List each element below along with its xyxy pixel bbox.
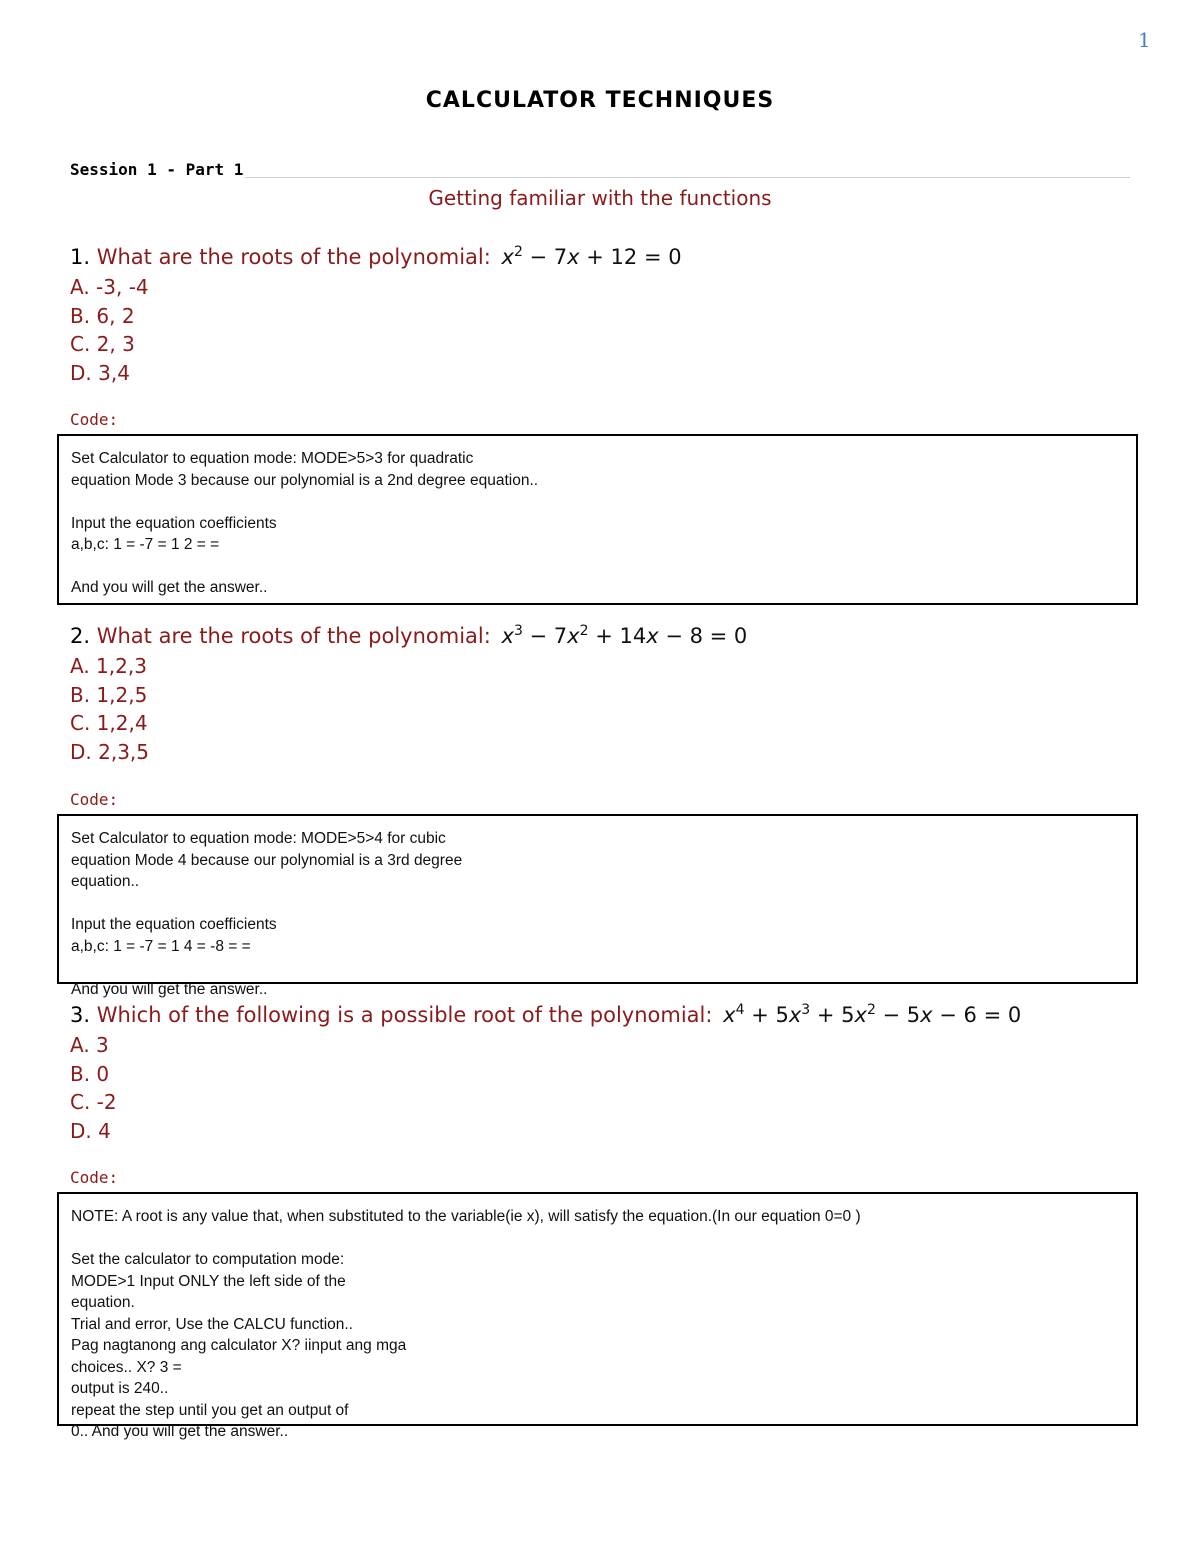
code-line: choices.. X? 3 = [71, 1358, 182, 1376]
code-line: Set Calculator to equation mode: MODE>5>4 for cubic [71, 830, 446, 847]
question-text: Which of the following is a possible root of the polynomial: [96, 1003, 713, 1027]
code-line: 0.. And you will get the answer.. [71, 1423, 289, 1440]
choices-2 [70, 652, 149, 766]
choice-a: A. 1,2,3 [70, 654, 147, 678]
choice-b: B. 0 [70, 1061, 110, 1086]
code-line: Set the calculator to computation mode: [71, 1251, 345, 1268]
question-text: What are the roots of the polynomial: [96, 624, 491, 648]
code-line: output is 240.. [71, 1380, 169, 1397]
choice-c: C. 1,2,4 [70, 711, 148, 735]
choice-b: B. 6, 2 [70, 303, 135, 328]
code-line [71, 893, 1124, 915]
code-line [71, 491, 1124, 513]
code-line [71, 1228, 1124, 1250]
code-box-1 [57, 434, 1138, 605]
question-number: 2. [70, 624, 91, 648]
code-line: a,b,c: 1 = -7 = 1 2 = = [71, 536, 220, 553]
code-line: Trial and error, Use the CALCU function.. [71, 1315, 353, 1333]
code-label: Code: [70, 790, 119, 809]
code-line: Input the equation coefficients [71, 916, 277, 933]
equation-image: $x^4 + 5x^3 + 5x^2 - 5x - 6 = 0$ [723, 1002, 1022, 1027]
code-line: Set Calculator to equation mode: MODE>5>3 for quadratic [71, 450, 474, 467]
choice-d: D. 4 [70, 1118, 111, 1143]
choices-1 [70, 273, 149, 387]
choice-d: D. 3,4 [70, 360, 130, 385]
question-number: 1. [70, 245, 91, 269]
choice-c: C. -2 [70, 1090, 117, 1114]
question-2 [70, 623, 747, 648]
code-box-3 [57, 1192, 1138, 1440]
code-line: equation.. [71, 873, 140, 890]
code-line [71, 556, 1124, 578]
code-line: equation. [71, 1294, 135, 1311]
document-title: CALCULATOR TECHNIQUES [425, 88, 775, 113]
code-label: Code: [70, 410, 119, 429]
choice-d: D. 2,3,5 [70, 739, 150, 764]
equation-image: $x^3 - 7x^2 + 14x - 8 = 0$ [501, 623, 748, 648]
code-line: repeat the step until you get an output of [71, 1401, 349, 1419]
section-subtitle: Getting familiar with the functions [428, 186, 772, 210]
code-line: equation Mode 4 because our polynomial is a 3rd degree [71, 851, 463, 869]
choice-a: A. 3 [70, 1033, 109, 1057]
choice-b: B. 1,2,5 [70, 682, 148, 707]
equation-image: $x^2 - 7x + 12 = 0$ [501, 244, 682, 269]
choices-3 [70, 1031, 117, 1145]
session-divider [245, 177, 1130, 178]
question-text: What are the roots of the polynomial: [96, 245, 491, 269]
code-line: Pag nagtanong ang calculator X? iinput ang mga [71, 1337, 407, 1354]
question-1 [70, 244, 682, 269]
code-line: equation Mode 3 because our polynomial is a 2nd degree equation.. [71, 471, 539, 489]
code-line [71, 957, 1124, 979]
code-line: MODE>1 Input ONLY the left side of the [71, 1272, 346, 1290]
code-line: Input the equation coefficients [71, 514, 277, 532]
code-box-2 [57, 814, 1138, 998]
code-label: Code: [70, 1168, 119, 1187]
choice-a: A. -3, -4 [70, 275, 149, 299]
question-number: 3. [70, 1003, 91, 1027]
choice-c: C. 2, 3 [70, 332, 135, 356]
code-line: a,b,c: 1 = -7 = 1 4 = -8 = = [71, 937, 251, 955]
page-number: 1 [1138, 28, 1151, 52]
question-3 [70, 1002, 1021, 1027]
code-line: And you will get the answer.. [71, 980, 268, 998]
code-line: And you will get the answer.. [71, 579, 268, 596]
code-line: NOTE: A root is any value that, when substituted to the variable(ie x), will satisfy the equation.(In our equation 0=0 ) [71, 1208, 861, 1225]
session-heading: Session 1 - Part 1 [70, 160, 244, 179]
